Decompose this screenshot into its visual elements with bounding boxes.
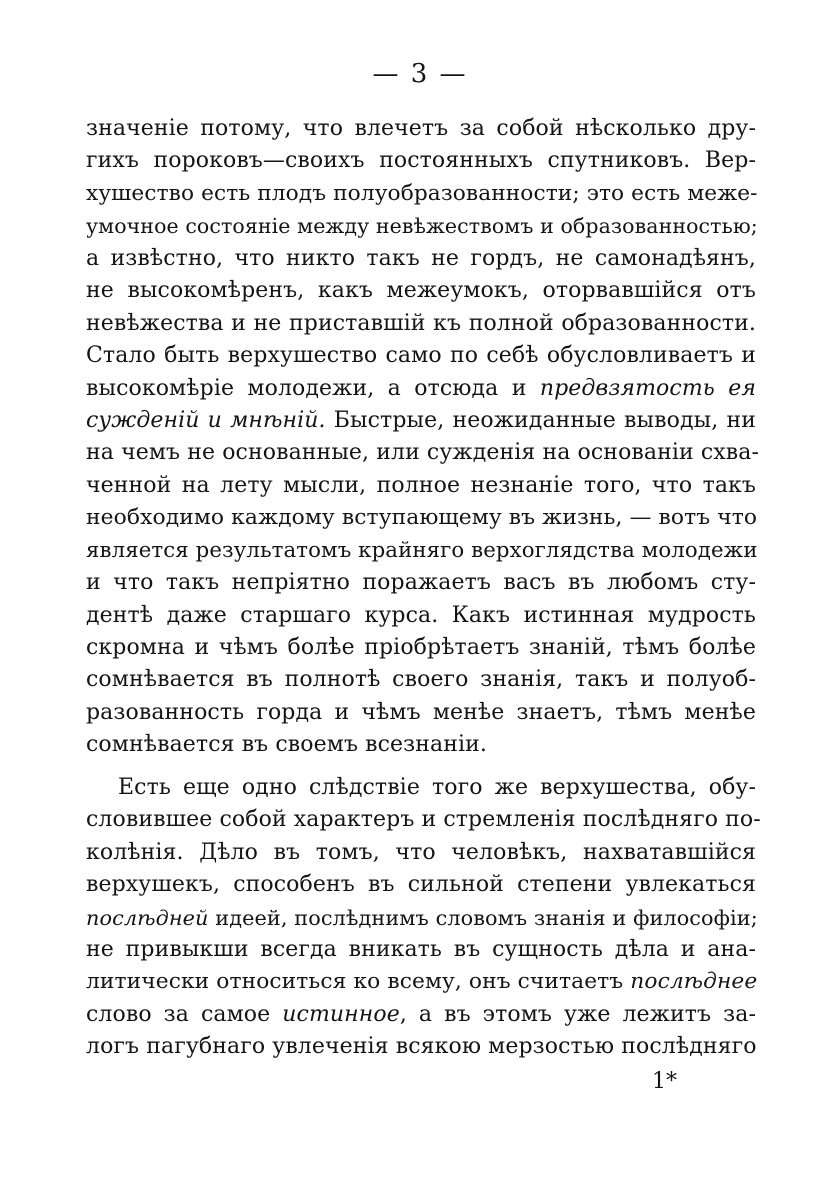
- text-line: невѣжества и не приставшій къ полной образованности.: [86, 310, 756, 336]
- text-line: не привыкши всегда вникать въ сущность дѣла и ана-: [86, 936, 756, 962]
- italic-phrase: послѣднее: [630, 969, 758, 995]
- text-line-mixed: [86, 405, 756, 437]
- text-line: логъ пагубнаго увлеченія всякою мерзостью послѣдняго: [86, 1034, 757, 1060]
- text-run: слово за самое: [86, 1001, 283, 1027]
- italic-phrase: предвзятость ея: [539, 375, 756, 401]
- page-number: — 3 —: [372, 59, 468, 89]
- text-run: Быстрые, неожиданные выводы, ни: [325, 407, 756, 433]
- text-line-mixed: [86, 902, 756, 934]
- text-run: литически относиться ко всему, онъ считаетъ: [86, 969, 631, 995]
- italic-phrase: послѣдней: [86, 905, 209, 930]
- text-line: необходимо каждому вступающему въ жизнь, — вотъ что: [86, 505, 758, 531]
- paragraph-2: [86, 772, 761, 1064]
- text-line: умочное состояніе между невѣжествомъ и образованностью;: [86, 214, 758, 239]
- text-line: и что такъ непріятно поражаетъ васъ въ любомъ сту-: [86, 570, 756, 596]
- text-line: дентѣ даже старшаго курса. Какъ истинная мудрость: [86, 602, 756, 628]
- text-line: словившее собой характеръ и стремленія послѣдняго по-: [86, 807, 761, 833]
- italic-phrase: сужденій и мнѣній.: [86, 407, 326, 433]
- text-line-mixed: [86, 999, 756, 1031]
- text-line: сомнѣвается въ полнотѣ своего знанія, такъ и полуоб-: [86, 667, 756, 693]
- text-line-mixed: [86, 373, 756, 405]
- text-body: [86, 113, 761, 1064]
- text-line: Стало быть верхушество само по себѣ обусловливаетъ и: [86, 343, 756, 369]
- text-line: хушество есть плодъ полуобразованности; это есть меже-: [86, 180, 758, 206]
- text-line: скромна и чѣмъ болѣе пріобрѣтаетъ знаній, тѣмъ болѣе: [86, 635, 756, 660]
- text-line: верхушекъ, способенъ въ сильной степени увлекаться: [86, 872, 756, 898]
- text-line: Есть еще одно слѣдствіе того же верхушества, обу-: [118, 774, 756, 800]
- text-run: идеей, послѣднимъ словомъ знанія и философіи;: [208, 905, 758, 930]
- text-line: не высокомѣренъ, какъ межеумокъ, оторвавшійся отъ: [86, 278, 756, 304]
- text-line: гихъ пороковъ—своихъ постоянныхъ спутниковъ. Вер-: [86, 148, 756, 174]
- text-line: а извѣстно, что никто такъ не гордъ, не самонадѣянъ,: [86, 245, 756, 271]
- text-run: высокомѣріе молодежи, а отсюда и: [86, 375, 540, 401]
- text-line: ченной на лету мысли, полное незнаніе того, что такъ: [86, 472, 756, 498]
- signature-mark: 1*: [652, 1069, 677, 1094]
- text-line: является результатомъ крайняго верхоглядства молодежи: [86, 537, 758, 563]
- paragraph-gap: [86, 762, 756, 772]
- text-line: колѣнія. Дѣло въ томъ, что человѣкъ, нахватавшійся: [86, 839, 756, 865]
- text-line: на чемъ не основанные, или сужденія на основаніи схва-: [86, 440, 760, 466]
- text-line-mixed: [86, 966, 756, 998]
- text-line: сомнѣвается въ своемъ всезнаніи.: [86, 732, 488, 758]
- text-line: значеніе потому, что влечетъ за собой нѣсколько дру-: [86, 116, 756, 141]
- paragraph-1: [86, 113, 760, 762]
- text-line: разованность горда и чѣмъ менѣе знаетъ, тѣмъ менѣе: [86, 699, 756, 725]
- italic-phrase: истинное: [282, 1001, 400, 1027]
- text-run: , а въ этомъ уже лежитъ за-: [399, 1001, 756, 1027]
